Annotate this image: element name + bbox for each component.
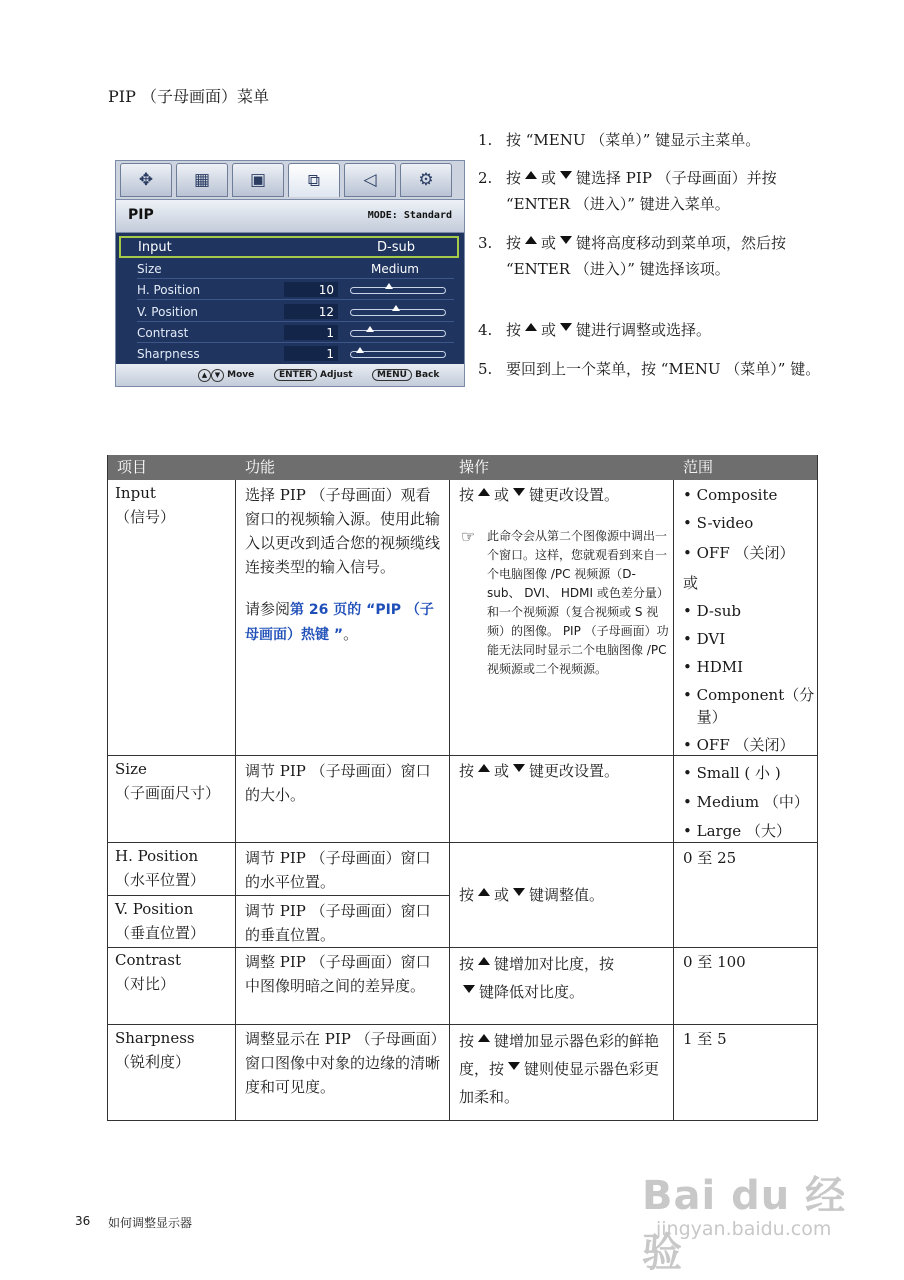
osd-adjust-label: Adjust — [320, 370, 353, 380]
step-3 — [478, 230, 828, 282]
row-vposition-item — [115, 897, 233, 945]
op-text: 键降低对比度。 — [479, 983, 585, 1001]
op-text: 按 — [459, 486, 475, 504]
osd-row-label: V. Position — [137, 305, 199, 319]
op-text: 键更改设置。 — [529, 486, 620, 504]
step-1 — [478, 127, 828, 153]
down-arrow-icon — [513, 764, 525, 772]
header-operation: 操作 — [459, 458, 490, 476]
op-text: 键增加对比度，按 — [494, 955, 615, 973]
row-input-range: • Composite • S-video • OFF （关闭） 或 • D-sub • DVI • HDMI • Component（分量） • OFF （关闭） — [683, 486, 815, 754]
picture-tab-icon: ▦ — [176, 163, 228, 197]
item-name: H. Position — [115, 847, 199, 865]
osd-slider — [350, 287, 446, 294]
display-tab-icon: ✥ — [120, 163, 172, 197]
osd-row-vposition — [120, 302, 460, 322]
row-size-function: 调节 PIP （子母画面）窗口的大小。 — [245, 762, 431, 804]
range-option: Large （大） — [696, 822, 791, 840]
step-number: 4. — [478, 321, 493, 339]
down-arrow-icon — [560, 236, 572, 244]
row-hposition-item — [115, 844, 233, 892]
osd-row-label: Contrast — [137, 326, 189, 340]
header-function: 功能 — [245, 458, 276, 476]
step-number: 2. — [478, 169, 493, 187]
step-text: 按 “MENU （菜单）” 键显示主菜单。 — [506, 131, 761, 149]
pip-settings-table — [107, 455, 818, 1121]
up-arrow-icon — [478, 1034, 490, 1042]
row-sharpness-function: 调整显示在 PIP （子母画面）窗口图像中对象的边缘的清晰度和可见度。 — [245, 1030, 441, 1096]
row-input-operation — [459, 483, 669, 679]
op-text: 键更改设置。 — [529, 762, 620, 780]
step-text: 或 — [541, 234, 557, 252]
down-arrow-icon — [560, 323, 572, 331]
row-hposition-function: 调节 PIP （子母画面）窗口的水平位置。 — [245, 849, 431, 891]
row-sharpness-operation — [459, 1027, 669, 1111]
down-arrow-icon: ▼ — [211, 369, 224, 382]
item-name: Sharpness — [115, 1029, 195, 1047]
row-contrast-range: 0 至 100 — [683, 953, 746, 971]
down-arrow-icon — [513, 488, 525, 496]
row-size-range: • Small ( 小 ) • Medium （中） • Large （大） — [683, 764, 809, 840]
baidu-watermark — [642, 1150, 862, 1276]
row-contrast-item — [115, 948, 233, 996]
down-arrow-icon — [508, 1062, 520, 1070]
range-option: Composite — [696, 486, 778, 504]
osd-row-value: 1 — [326, 347, 334, 361]
step-text: 按 — [506, 321, 522, 339]
row-position-operation — [459, 883, 669, 907]
system-tab-icon: ⚙ — [400, 163, 452, 197]
up-arrow-icon — [525, 171, 537, 179]
row-contrast-function: 调整 PIP （子母画面）窗口中图像明暗之间的差异度。 — [245, 953, 431, 995]
up-arrow-icon — [478, 488, 490, 496]
item-name: Input — [115, 484, 156, 502]
osd-back-label: Back — [415, 370, 440, 380]
step-text: 键选择 PIP （子母画面）并按 “ENTER （进入）” 键进入菜单。 — [506, 169, 777, 213]
down-arrow-icon — [463, 985, 475, 993]
step-number: 5. — [478, 360, 493, 378]
osd-row-sharpness — [120, 344, 460, 364]
step-text: 或 — [541, 169, 557, 187]
row-position-range: 0 至 25 — [683, 849, 737, 867]
osd-row-input — [119, 236, 459, 258]
osd-row-label: Size — [137, 262, 162, 276]
row-size-operation — [459, 759, 669, 783]
watermark-logo-text: Bai du 经验 — [642, 1173, 847, 1276]
page-26-link[interactable]: 第 26 页的 “PIP （子母画面）热键 ” — [245, 602, 434, 643]
osd-slider — [350, 351, 446, 358]
osd-mode: MODE: Standard — [367, 210, 452, 221]
step-number: 3. — [478, 234, 493, 252]
ref-text: 请参阅 — [245, 600, 291, 618]
range-option: OFF （关闭） — [696, 736, 795, 754]
up-arrow-icon — [478, 957, 490, 965]
up-arrow-icon — [525, 323, 537, 331]
osd-screenshot — [115, 160, 465, 387]
header-range: 范围 — [683, 458, 714, 476]
range-option: OFF （关闭） — [696, 544, 795, 562]
page-number: 36 — [75, 1214, 91, 1228]
range-or: 或 — [683, 574, 699, 592]
osd-row-label: H. Position — [137, 283, 201, 297]
step-text: 或 — [541, 321, 557, 339]
row-size-item — [115, 757, 225, 805]
down-arrow-icon — [513, 888, 525, 896]
step-2 — [478, 165, 828, 217]
step-text: 按 — [506, 234, 522, 252]
footer-title: 如何调整显示器 — [108, 1216, 193, 1230]
step-number: 1. — [478, 131, 493, 149]
picture-advanced-tab-icon: ▣ — [232, 163, 284, 197]
range-option: S-video — [696, 514, 754, 532]
range-option: HDMI — [696, 658, 744, 676]
header-item: 项目 — [117, 458, 148, 476]
op-text: 或 — [494, 762, 510, 780]
item-name: Size — [115, 760, 147, 778]
osd-row-contrast — [120, 323, 460, 343]
range-option: Small ( 小 ) — [696, 764, 781, 782]
watermark-url: jingyan.baidu.com — [656, 1218, 832, 1240]
osd-row-value: 12 — [318, 305, 334, 319]
op-text: 按 — [459, 762, 475, 780]
up-arrow-icon — [525, 236, 537, 244]
note-hand-icon: ☞ — [461, 527, 476, 546]
ref-text: 。 — [343, 625, 359, 643]
op-text: 键则使显示器色彩更加柔和。 — [459, 1060, 660, 1106]
row-sharpness-item — [115, 1026, 233, 1074]
osd-slider — [350, 309, 446, 316]
row-input-item — [115, 481, 233, 529]
item-sub: （信号） — [115, 508, 176, 526]
osd-row-value: Medium — [371, 262, 419, 276]
range-option: DVI — [696, 630, 726, 648]
audio-tab-icon: ◁ — [344, 163, 396, 197]
row-vposition-function: 调节 PIP （子母画面）窗口的垂直位置。 — [245, 902, 431, 944]
up-arrow-icon — [478, 888, 490, 896]
osd-row-label: Sharpness — [137, 347, 200, 361]
row-contrast-operation — [459, 950, 669, 1006]
osd-row-size — [120, 259, 460, 279]
osd-move-label: Move — [227, 370, 255, 380]
step-text: 键进行调整或选择。 — [576, 321, 712, 339]
osd-row-value: 10 — [318, 283, 334, 297]
range-option: Medium （中） — [696, 793, 809, 811]
osd-row-value: D-sub — [377, 240, 415, 255]
step-5 — [478, 356, 828, 382]
note-text: 此命令会从第二个图像源中调出一个窗口。这样，您就观看到来自一个电脑图像 /PC 视频源（D-sub、 DVI、 HDMI 或色差分量）和一个视频源（复合视频或 S 视频）的图像。 PIP （子母画面）功能无法同时显示二个电脑图像 /PC 视频源或二个视频源。 — [487, 529, 669, 676]
op-text: 或 — [494, 886, 510, 904]
range-option: D-sub — [696, 602, 741, 620]
op-text: 键增加显示器色彩的鲜艳度，按 — [459, 1032, 660, 1078]
item-sub: （水平位置） — [115, 871, 206, 889]
op-text: 按 — [459, 886, 475, 904]
step-4 — [478, 317, 828, 343]
osd-row-hposition — [120, 280, 460, 300]
step-text: 按 — [506, 169, 522, 187]
pip-tab-icon: ⧉ — [288, 163, 340, 197]
osd-menu — [116, 233, 464, 364]
osd-menu-key: MENU — [372, 369, 412, 381]
osd-row-value: 1 — [326, 326, 334, 340]
row-sharpness-range: 1 至 5 — [683, 1030, 727, 1048]
item-sub: （子画面尺寸） — [115, 784, 221, 802]
section-title: PIP （子母画面）菜单 — [108, 87, 269, 106]
op-text: 键调整值。 — [529, 886, 605, 904]
osd-tab-bar — [120, 163, 462, 199]
osd-title: PIP — [128, 207, 154, 223]
osd-header — [116, 199, 464, 233]
step-text: 要回到上一个菜单，按 “MENU （菜单）” 键。 — [506, 360, 821, 378]
range-option: Component（分量） — [696, 686, 815, 726]
item-sub: （垂直位置） — [115, 924, 206, 942]
op-text: 按 — [459, 1032, 475, 1050]
osd-slider — [350, 330, 446, 337]
item-name: V. Position — [115, 900, 194, 918]
up-arrow-icon — [478, 764, 490, 772]
row-input-function — [245, 483, 441, 647]
op-text: 按 — [459, 955, 475, 973]
step-text: 键将高度移动到菜单项，然后按 “ENTER （进入）” 键选择该项。 — [506, 234, 787, 278]
up-arrow-icon: ▲ — [198, 369, 211, 382]
osd-row-label: Input — [138, 240, 172, 255]
op-text: 或 — [494, 486, 510, 504]
item-sub: （锐利度） — [115, 1053, 191, 1071]
osd-footer — [116, 364, 464, 386]
item-sub: （对比） — [115, 975, 176, 993]
function-text: 选择 PIP （子母画面）观看窗口的视频输入源。使用此输入以更改到适合您的视频缆线连接类型的输入信号。 — [245, 486, 441, 576]
osd-enter-key: ENTER — [274, 369, 317, 381]
down-arrow-icon — [560, 171, 572, 179]
item-name: Contrast — [115, 951, 182, 969]
